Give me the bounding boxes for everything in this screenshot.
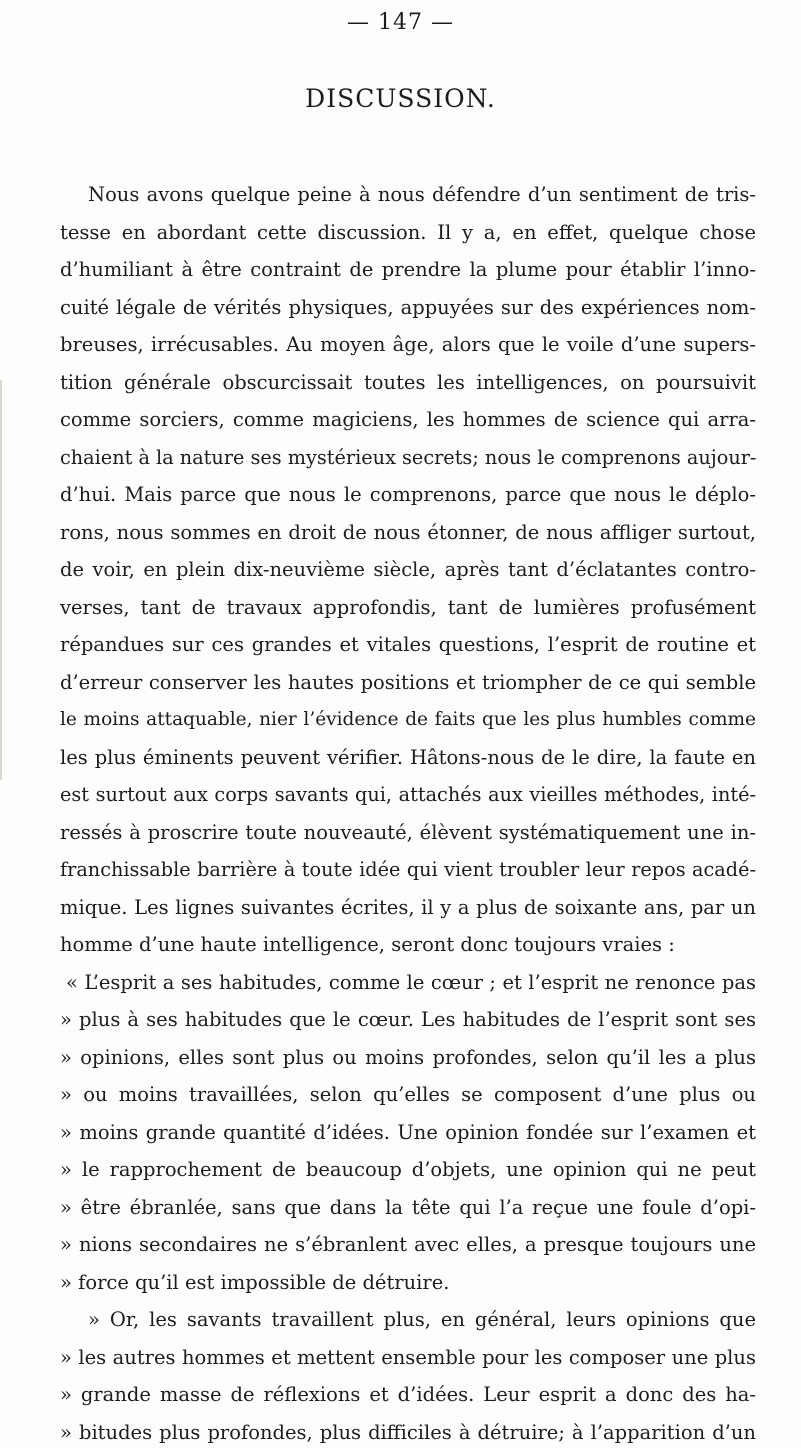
text-line: « L’esprit a ses habitudes, comme le cœur ; et l’esprit ne renonce pas <box>60 964 756 1002</box>
text-line: de voir, en plein dix-neuvième siècle, après tant d’éclatantes contro- <box>60 551 756 589</box>
text-line: » ou moins travaillées, selon qu’elles se composent d’une plus ou <box>60 1076 756 1114</box>
text-line: le moins attaquable, nier l’évidence de faits que les plus humbles comme <box>60 701 756 739</box>
text-line: comme sorciers, comme magiciens, les hommes de science qui arra- <box>60 401 756 439</box>
text-line: homme d’une haute intelligence, seront donc toujours vraies : <box>60 926 756 964</box>
text-line: » être ébranlée, sans que dans la tête qui l’a reçue une foule d’opi- <box>60 1189 756 1227</box>
page-number: — 147 — <box>0 10 801 35</box>
text-line: d’humiliant à être contraint de prendre la plume pour établir l’inno- <box>60 251 756 289</box>
text-line: franchissable barrière à toute idée qui vient troubler leur repos acadé- <box>60 851 756 889</box>
text-line: tesse en abordant cette discussion. Il y a, en effet, quelque chose <box>60 214 756 252</box>
text-line: ressés à proscrire toute nouveauté, élèvent systématiquement une in- <box>60 814 756 852</box>
text-line: répandues sur ces grandes et vitales questions, l’esprit de routine et <box>60 626 756 664</box>
text-line: cuité légale de vérités physiques, appuyées sur des expériences nom- <box>60 289 756 327</box>
text-line: mique. Les lignes suivantes écrites, il y a plus de soixante ans, par un <box>60 889 756 927</box>
text-line: » opinions, elles sont plus ou moins profondes, selon qu’il les a plus <box>60 1039 756 1077</box>
text-line: les plus éminents peuvent vérifier. Hâtons-nous de le dire, la faute en <box>60 739 756 777</box>
text-line: d’hui. Mais parce que nous le comprenons, parce que nous le déplo- <box>60 476 756 514</box>
text-line: » plus à ses habitudes que le cœur. Les habitudes de l’esprit sont ses <box>60 1001 756 1039</box>
text-line: » force qu’il est impossible de détruire. <box>60 1264 756 1302</box>
body-text <box>60 176 756 1451</box>
text-line: » les autres hommes et mettent ensemble pour les composer une plus <box>60 1339 756 1377</box>
section-heading: DISCUSSION. <box>0 84 801 113</box>
text-line: » grande masse de réflexions et d’idées. Leur esprit a donc des ha- <box>60 1376 756 1414</box>
text-line: breuses, irrécusables. Au moyen âge, alors que le voile d’une supers- <box>60 326 756 364</box>
page-edge-shadow <box>0 380 2 780</box>
text-line: » moins grande quantité d’idées. Une opinion fondée sur l’examen et <box>60 1114 756 1152</box>
text-line: » Or, les savants travaillent plus, en général, leurs opinions que <box>60 1301 756 1339</box>
text-line: rons, nous sommes en droit de nous étonner, de nous affliger surtout, <box>60 514 756 552</box>
text-line: verses, tant de travaux approfondis, tant de lumières profusément <box>60 589 756 627</box>
text-line: Nous avons quelque peine à nous défendre d’un sentiment de tris- <box>60 176 756 214</box>
text-line: » bitudes plus profondes, plus difficiles à détruire; à l’apparition d’un <box>60 1414 756 1451</box>
text-line: » le rapprochement de beaucoup d’objets, une opinion qui ne peut <box>60 1151 756 1189</box>
text-line: tition générale obscurcissait toutes les intelligences, on poursuivit <box>60 364 756 402</box>
text-line: d’erreur conserver les hautes positions et triompher de ce qui semble <box>60 664 756 702</box>
text-line: est surtout aux corps savants qui, attachés aux vieilles méthodes, inté- <box>60 776 756 814</box>
text-line: chaient à la nature ses mystérieux secrets; nous le comprenons aujour- <box>60 439 756 477</box>
text-line: » nions secondaires ne s’ébranlent avec elles, a presque toujours une <box>60 1226 756 1264</box>
